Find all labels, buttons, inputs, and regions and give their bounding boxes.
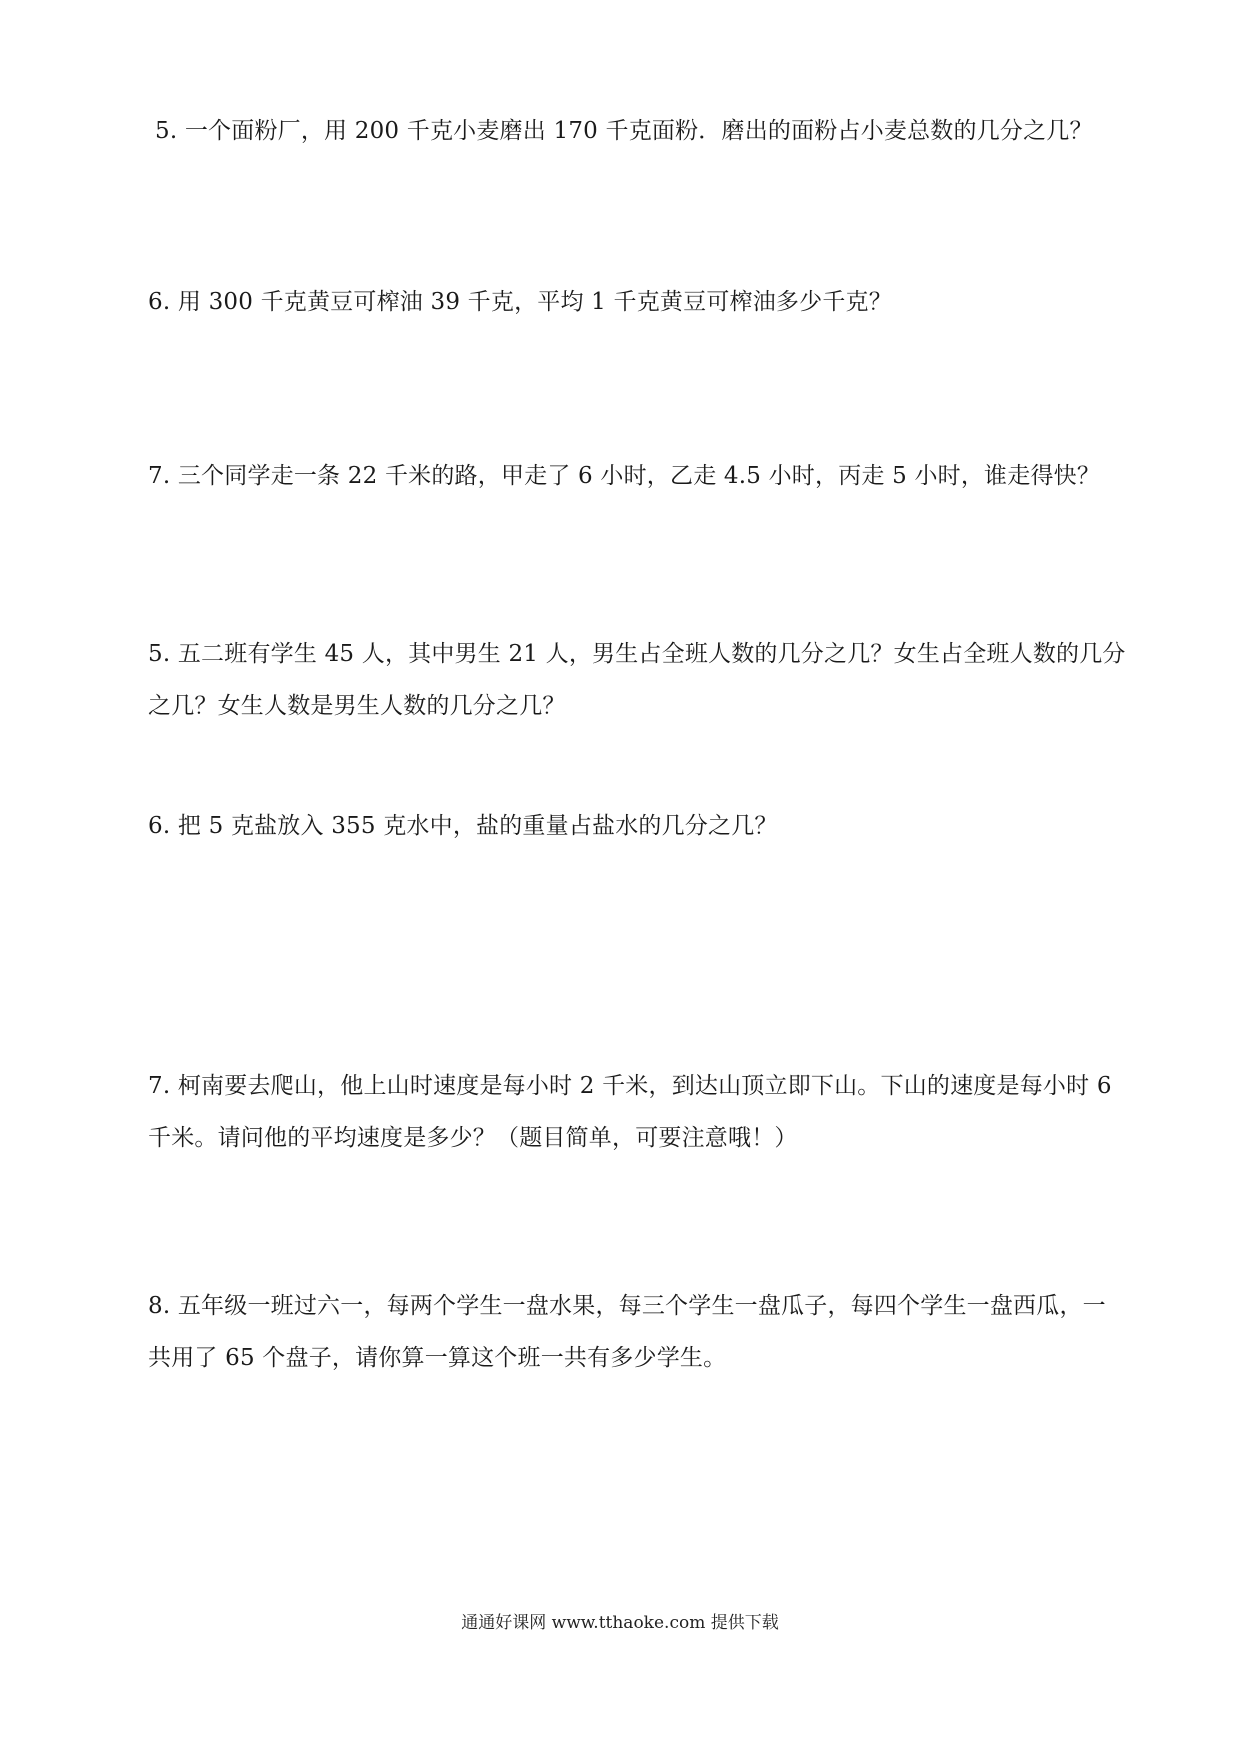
question-5: 6. 把 5 克盐放入 355 克水中，盐的重量占盐水的几分之几？ [148,813,778,839]
page-footer: 通通好课网 www.tthaoke.com 提供下载 [461,1613,779,1633]
question-4: 5. 五二班有学生 45 人，其中男生 21 人，男生占全班人数的几分之几？女生占全班人数的几分之几？女生人数是男生人数的几分之几？ [148,641,1126,719]
question-2: 6. 用 300 千克黄豆可榨油 39 千克，平均 1 千克黄豆可榨油多少千克？ [148,289,892,315]
question-6: 7. 柯南要去爬山，他上山时速度是每小时 2 千米，到达山顶立即下山。下山的速度是每小时 6 千米。请问他的平均速度是多少？（题目简单，可要注意哦！） [148,1073,1112,1151]
question-3: 7. 三个同学走一条 22 千米的路，甲走了 6 小时，乙走 4.5 小时，丙走 5 小时，谁走得快？ [148,463,1101,489]
question-7: 8. 五年级一班过六一，每两个学生一盘水果，每三个学生一盘瓜子，每四个学生一盘西瓜，一共用了 65 个盘子，请你算一算这个班一共有多少学生。 [148,1293,1106,1371]
question-1: 5. 一个面粉厂，用 200 千克小麦磨出 170 千克面粉．磨出的面粉占小麦总数的几分之几？ [155,118,1093,144]
